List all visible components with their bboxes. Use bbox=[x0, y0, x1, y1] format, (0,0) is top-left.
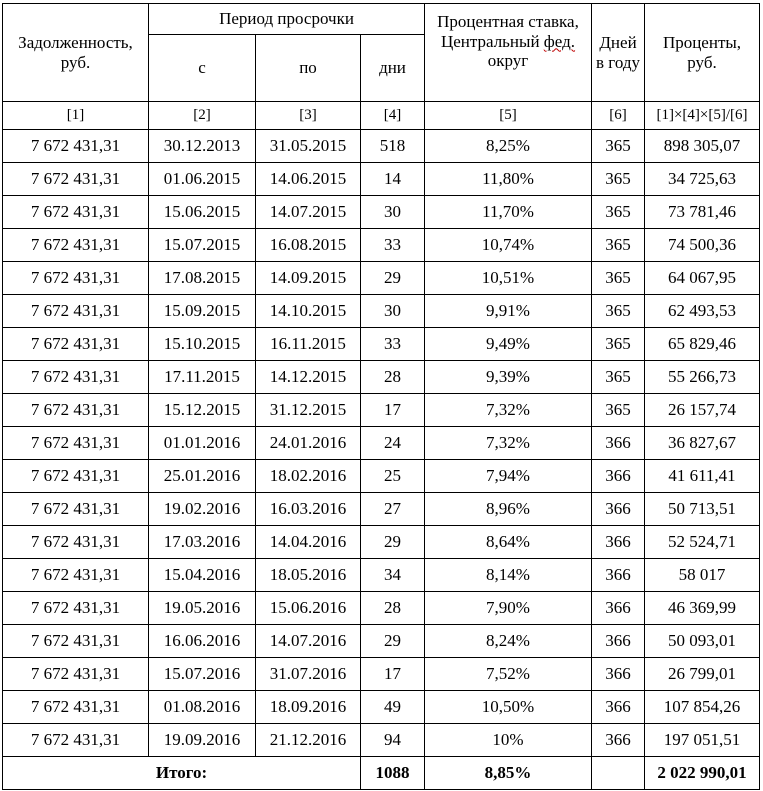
debt-cell: 7 672 431,31 bbox=[3, 361, 149, 394]
days-cell: 94 bbox=[361, 724, 425, 757]
index-cell: [1] bbox=[3, 102, 149, 130]
table-row bbox=[3, 559, 760, 592]
date-from-cell: 17.08.2015 bbox=[149, 262, 256, 295]
header-rate-text: Процентная ставка, Центральный bbox=[437, 12, 579, 51]
days-in-year-cell: 365 bbox=[592, 394, 645, 427]
date-from-cell: 15.07.2016 bbox=[149, 658, 256, 691]
debt-cell: 7 672 431,31 bbox=[3, 526, 149, 559]
date-to-cell: 14.09.2015 bbox=[256, 262, 361, 295]
date-to-cell: 24.01.2016 bbox=[256, 427, 361, 460]
debt-cell: 7 672 431,31 bbox=[3, 196, 149, 229]
days-cell: 17 bbox=[361, 658, 425, 691]
rate-cell: 9,49% bbox=[425, 328, 592, 361]
rate-cell: 8,64% bbox=[425, 526, 592, 559]
rate-cell: 7,32% bbox=[425, 394, 592, 427]
table-row bbox=[3, 262, 760, 295]
days-cell: 30 bbox=[361, 295, 425, 328]
days-cell: 25 bbox=[361, 460, 425, 493]
date-to-cell: 16.11.2015 bbox=[256, 328, 361, 361]
header-to: по bbox=[256, 35, 361, 102]
date-to-cell: 18.05.2016 bbox=[256, 559, 361, 592]
interest-cell: 50 713,51 bbox=[645, 493, 760, 526]
rate-cell: 10,74% bbox=[425, 229, 592, 262]
date-from-cell: 19.05.2016 bbox=[149, 592, 256, 625]
days-in-year-cell: 366 bbox=[592, 559, 645, 592]
days-in-year-cell: 365 bbox=[592, 262, 645, 295]
date-to-cell: 14.10.2015 bbox=[256, 295, 361, 328]
total-interest: 2 022 990,01 bbox=[645, 757, 760, 790]
debt-cell: 7 672 431,31 bbox=[3, 262, 149, 295]
interest-cell: 58 017 bbox=[645, 559, 760, 592]
interest-cell: 898 305,07 bbox=[645, 130, 760, 163]
days-cell: 28 bbox=[361, 361, 425, 394]
total-row bbox=[3, 757, 760, 790]
date-from-cell: 16.06.2016 bbox=[149, 625, 256, 658]
date-to-cell: 18.02.2016 bbox=[256, 460, 361, 493]
days-in-year-cell: 365 bbox=[592, 295, 645, 328]
total-days: 1088 bbox=[361, 757, 425, 790]
rate-cell: 8,25% bbox=[425, 130, 592, 163]
table-row bbox=[3, 427, 760, 460]
table-row bbox=[3, 526, 760, 559]
index-cell: [6] bbox=[592, 102, 645, 130]
rate-cell: 11,70% bbox=[425, 196, 592, 229]
header-rate-fed: фед. bbox=[543, 31, 576, 51]
days-cell: 24 bbox=[361, 427, 425, 460]
date-to-cell: 16.08.2015 bbox=[256, 229, 361, 262]
interest-cell: 65 829,46 bbox=[645, 328, 760, 361]
days-in-year-cell: 366 bbox=[592, 625, 645, 658]
interest-cell: 34 725,63 bbox=[645, 163, 760, 196]
days-cell: 27 bbox=[361, 493, 425, 526]
header-period: Период просрочки bbox=[149, 4, 425, 35]
days-cell: 17 bbox=[361, 394, 425, 427]
debt-cell: 7 672 431,31 bbox=[3, 295, 149, 328]
rate-cell: 10,50% bbox=[425, 691, 592, 724]
rate-cell: 8,14% bbox=[425, 559, 592, 592]
days-cell: 29 bbox=[361, 625, 425, 658]
days-cell: 29 bbox=[361, 262, 425, 295]
debt-cell: 7 672 431,31 bbox=[3, 394, 149, 427]
rate-cell: 9,39% bbox=[425, 361, 592, 394]
rate-cell: 7,90% bbox=[425, 592, 592, 625]
debt-cell: 7 672 431,31 bbox=[3, 130, 149, 163]
table-row bbox=[3, 394, 760, 427]
days-in-year-cell: 366 bbox=[592, 592, 645, 625]
days-in-year-cell: 366 bbox=[592, 460, 645, 493]
index-cell: [2] bbox=[149, 102, 256, 130]
date-to-cell: 21.12.2016 bbox=[256, 724, 361, 757]
debt-cell: 7 672 431,31 bbox=[3, 559, 149, 592]
table-row bbox=[3, 229, 760, 262]
days-in-year-cell: 365 bbox=[592, 328, 645, 361]
days-cell: 33 bbox=[361, 328, 425, 361]
days-in-year-cell: 366 bbox=[592, 691, 645, 724]
date-from-cell: 15.10.2015 bbox=[149, 328, 256, 361]
days-cell: 49 bbox=[361, 691, 425, 724]
table-row bbox=[3, 163, 760, 196]
date-from-cell: 15.07.2015 bbox=[149, 229, 256, 262]
debt-cell: 7 672 431,31 bbox=[3, 229, 149, 262]
date-from-cell: 19.09.2016 bbox=[149, 724, 256, 757]
days-in-year-cell: 366 bbox=[592, 427, 645, 460]
total-days-in-year bbox=[592, 757, 645, 790]
rate-cell: 9,91% bbox=[425, 295, 592, 328]
days-cell: 33 bbox=[361, 229, 425, 262]
debt-cell: 7 672 431,31 bbox=[3, 592, 149, 625]
rate-cell: 8,24% bbox=[425, 625, 592, 658]
header-from: с bbox=[149, 35, 256, 102]
table-row bbox=[3, 130, 760, 163]
date-from-cell: 15.04.2016 bbox=[149, 559, 256, 592]
days-in-year-cell: 366 bbox=[592, 724, 645, 757]
interest-cell: 55 266,73 bbox=[645, 361, 760, 394]
days-in-year-cell: 366 bbox=[592, 526, 645, 559]
index-cell: [5] bbox=[425, 102, 592, 130]
date-to-cell: 14.12.2015 bbox=[256, 361, 361, 394]
interest-cell: 73 781,46 bbox=[645, 196, 760, 229]
date-to-cell: 18.09.2016 bbox=[256, 691, 361, 724]
date-to-cell: 31.12.2015 bbox=[256, 394, 361, 427]
date-from-cell: 30.12.2013 bbox=[149, 130, 256, 163]
debt-cell: 7 672 431,31 bbox=[3, 691, 149, 724]
header-days-in-year: Дней в году bbox=[592, 4, 645, 102]
table-row bbox=[3, 658, 760, 691]
debt-cell: 7 672 431,31 bbox=[3, 460, 149, 493]
header-days: дни bbox=[361, 35, 425, 102]
days-cell: 518 bbox=[361, 130, 425, 163]
days-in-year-cell: 365 bbox=[592, 196, 645, 229]
days-in-year-cell: 365 bbox=[592, 130, 645, 163]
debt-cell: 7 672 431,31 bbox=[3, 427, 149, 460]
days-in-year-cell: 365 bbox=[592, 361, 645, 394]
days-cell: 28 bbox=[361, 592, 425, 625]
date-to-cell: 14.06.2015 bbox=[256, 163, 361, 196]
rate-cell: 10,51% bbox=[425, 262, 592, 295]
table-row bbox=[3, 196, 760, 229]
table-row bbox=[3, 724, 760, 757]
date-from-cell: 17.11.2015 bbox=[149, 361, 256, 394]
header-rate-district: округ bbox=[487, 51, 529, 71]
table-row bbox=[3, 691, 760, 724]
date-from-cell: 15.12.2015 bbox=[149, 394, 256, 427]
table-row bbox=[3, 493, 760, 526]
debt-cell: 7 672 431,31 bbox=[3, 724, 149, 757]
debt-cell: 7 672 431,31 bbox=[3, 658, 149, 691]
table-row bbox=[3, 625, 760, 658]
date-from-cell: 25.01.2016 bbox=[149, 460, 256, 493]
index-cell: [3] bbox=[256, 102, 361, 130]
date-from-cell: 01.06.2015 bbox=[149, 163, 256, 196]
table-row bbox=[3, 460, 760, 493]
interest-cell: 197 051,51 bbox=[645, 724, 760, 757]
total-label: Итого: bbox=[3, 757, 361, 790]
days-in-year-cell: 366 bbox=[592, 493, 645, 526]
header-rate bbox=[425, 4, 592, 102]
date-to-cell: 15.06.2016 bbox=[256, 592, 361, 625]
days-cell: 30 bbox=[361, 196, 425, 229]
interest-cell: 50 093,01 bbox=[645, 625, 760, 658]
interest-cell: 26 799,01 bbox=[645, 658, 760, 691]
date-from-cell: 01.01.2016 bbox=[149, 427, 256, 460]
rate-cell: 7,32% bbox=[425, 427, 592, 460]
date-from-cell: 15.09.2015 bbox=[149, 295, 256, 328]
table-body bbox=[3, 102, 760, 757]
interest-cell: 52 524,71 bbox=[645, 526, 760, 559]
interest-cell: 41 611,41 bbox=[645, 460, 760, 493]
interest-cell: 107 854,26 bbox=[645, 691, 760, 724]
index-row bbox=[3, 102, 760, 130]
table-row bbox=[3, 295, 760, 328]
index-cell: [1]×[4]×[5]/[6] bbox=[645, 102, 760, 130]
days-in-year-cell: 366 bbox=[592, 658, 645, 691]
days-in-year-cell: 365 bbox=[592, 163, 645, 196]
interest-cell: 46 369,99 bbox=[645, 592, 760, 625]
days-cell: 29 bbox=[361, 526, 425, 559]
rate-cell: 8,96% bbox=[425, 493, 592, 526]
rate-cell: 7,94% bbox=[425, 460, 592, 493]
days-cell: 34 bbox=[361, 559, 425, 592]
date-from-cell: 17.03.2016 bbox=[149, 526, 256, 559]
date-to-cell: 14.04.2016 bbox=[256, 526, 361, 559]
interest-cell: 26 157,74 bbox=[645, 394, 760, 427]
debt-cell: 7 672 431,31 bbox=[3, 328, 149, 361]
days-in-year-cell: 365 bbox=[592, 229, 645, 262]
table-row bbox=[3, 328, 760, 361]
date-to-cell: 14.07.2015 bbox=[256, 196, 361, 229]
date-from-cell: 19.02.2016 bbox=[149, 493, 256, 526]
days-cell: 14 bbox=[361, 163, 425, 196]
rate-cell: 11,80% bbox=[425, 163, 592, 196]
date-to-cell: 31.07.2016 bbox=[256, 658, 361, 691]
index-cell: [4] bbox=[361, 102, 425, 130]
interest-cell: 62 493,53 bbox=[645, 295, 760, 328]
rate-cell: 10% bbox=[425, 724, 592, 757]
debt-cell: 7 672 431,31 bbox=[3, 163, 149, 196]
date-to-cell: 14.07.2016 bbox=[256, 625, 361, 658]
debt-cell: 7 672 431,31 bbox=[3, 625, 149, 658]
interest-cell: 74 500,36 bbox=[645, 229, 760, 262]
date-from-cell: 01.08.2016 bbox=[149, 691, 256, 724]
rate-cell: 7,52% bbox=[425, 658, 592, 691]
date-from-cell: 15.06.2015 bbox=[149, 196, 256, 229]
date-to-cell: 16.03.2016 bbox=[256, 493, 361, 526]
debt-cell: 7 672 431,31 bbox=[3, 493, 149, 526]
header-interest: Проценты, руб. bbox=[645, 4, 760, 102]
table-row bbox=[3, 361, 760, 394]
table-row bbox=[3, 592, 760, 625]
interest-cell: 36 827,67 bbox=[645, 427, 760, 460]
total-rate: 8,85% bbox=[425, 757, 592, 790]
date-to-cell: 31.05.2015 bbox=[256, 130, 361, 163]
header-debt: Задолженность, руб. bbox=[3, 4, 149, 102]
interest-cell: 64 067,95 bbox=[645, 262, 760, 295]
interest-calculation-table bbox=[2, 3, 760, 790]
